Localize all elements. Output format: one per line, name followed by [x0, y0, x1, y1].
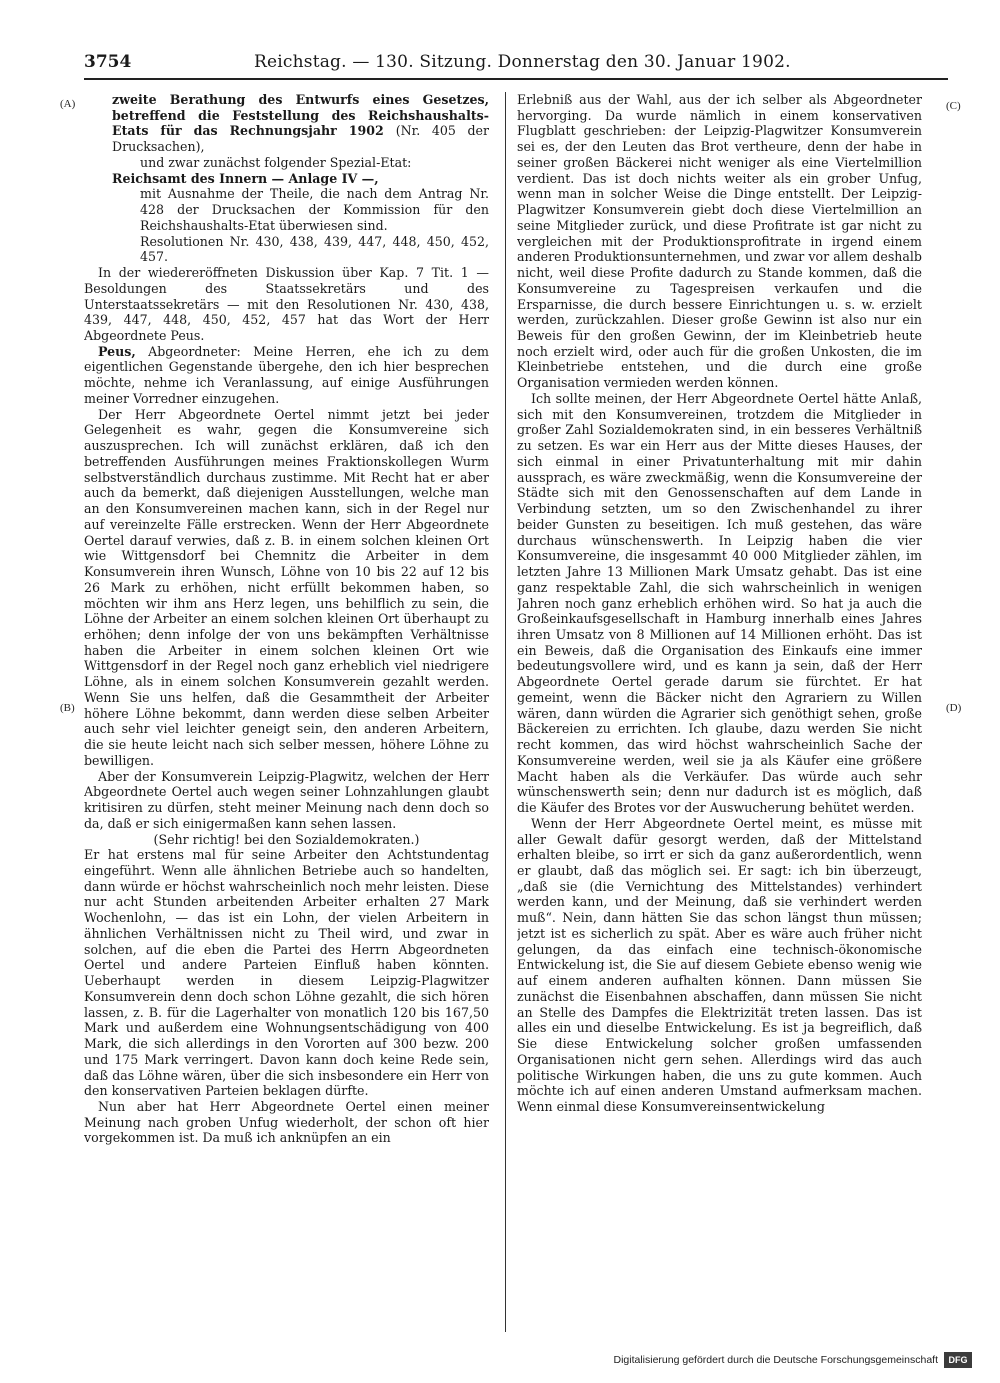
paragraph: Nun aber hat Herr Abgeordnete Oertel einen meiner Meinung nach groben Unfug wiederholt, der schon oft hier vorgekommen ist. Da muß ich anknüpfen an ein	[84, 1099, 489, 1146]
page-number: 3754	[84, 52, 132, 72]
agenda-item-title: zweite Berathung des Entwurfs eines Gesetzes, betreffend die Feststellung des Reichshaushalts-Etats für das Rechnungsjahr 1902 (Nr. 405 der Drucksachen),	[112, 92, 489, 155]
digitization-footer	[580, 1352, 972, 1370]
paragraph-speaker	[84, 344, 489, 407]
agenda-item-ref: (Nr. 405 der Drucksachen),	[112, 123, 489, 155]
paragraph: Aber der Konsumverein Leipzig-Plagwitz, welchen der Herr Abgeordnete Oertel auch wegen seiner Lohnzahlungen glaubt kritisiren zu dürfen, steht meiner Meinung nach denn doch so da, daß er sich einigermaßen kann sehen lassen.	[84, 768, 489, 831]
agenda-budget: Reichsamt des Innern — Anlage IV —,	[112, 170, 379, 186]
right-column	[517, 92, 922, 1332]
paragraph: Erlebniß aus der Wahl, aus der ich selber als Abgeordneter hervorging. Da wurde nämlich in einem konservativen Flugblatt geschrieben: der Leipzig-Plagwitzer Konsumverein sei es, der den Leuten das Brot vertheure, denn der habe in seiner großen Bäckerei nicht weniger als eine Viertelmillion verdient. Das ist doch nichts weiter als ein grober Unfug, wenn man in solcher Weise die Dinge entstellt. Der Leipzig-Plagwitzer Konsumverein giebt doch diese Viertelmillion an seine Mitglieder zurück, und diese Profitrate ist gar nicht zu vergleichen mit der Produktionsprofitrate in irgend einem anderen Produktionsunternehmen, und zwar vor allem deshalb nicht, weil diese Profite dadurch zu Stande kommen, daß die Konsumvereine zu Tagespreisen verkaufen und die Ersparnisse, die durch bessere Einrichtungen u. s. w. erzielt werden, zurückzahlen. Dieser große Gewinn ist also nur ein Beweis für den großen Gewinn, der im Kleinbetrieb heute noch erzielt wird, oder auch für die großen Unkosten, die im Kleinbetriebe entstehen, und die durch eine große Organisation vermieden werden können.	[517, 92, 922, 391]
margin-mark-c: (C)	[946, 100, 961, 112]
dfg-logo: DFG	[944, 1352, 972, 1368]
speech-text: Abgeordneter: Meine Herren, ehe ich zu dem eigentlichen Gegenstande übergehe, den ich hier besprechen möchte, nehme ich Veranlassung, auf einige Ausführungen meiner Vorredner einzugehen.	[84, 343, 489, 406]
left-column	[84, 92, 489, 1332]
margin-mark-d: (D)	[946, 702, 962, 714]
margin-mark-a: (A)	[60, 98, 76, 110]
footer-text: Digitalisierung gefördert durch die Deutsche Forschungsgemeinschaft	[613, 1354, 938, 1366]
paragraph: Wenn der Herr Abgeordnete Oertel meint, es müsse mit aller Gewalt dafür gesorgt werden, daß der Mittelstand erhalten bleibe, so irrt er sich da ganz außerordentlich, wenn er glaubt, daß das möglich sei. Er sagt: ich bin überzeugt, „daß sie (die Vernichtung des Mittelstandes) verhindert werden kann, und der Meinung, daß sie verhindert werden muß“. Nein, dann hätten Sie das schon längst thun müssen; jetzt ist es sicherlich zu spät. Aber es wäre auch früher nicht gelungen, da das einfach eine technisch-ökonomische Entwickelung ist, die Sie auf diesem Gebiete ebenso wenig wie auf einem anderen aufhalten können. Dann müssen Sie zunächst die Eisenbahnen abschaffen, dann müssen Sie nicht an Stelle des Dampfes die Elektrizität treten lassen. Das ist alles ein und dieselbe Entwickelung. Es ist ja begreiflich, daß Sie diese Entwickelung solcher großen umfassenden Organisationen nicht gern sehen. Allerdings wird das auch politische Wirkungen haben, die uns zu gute kommen. Auch möchte ich auf einen anderen Umstand aufmerksam machen. Wenn einmal diese Konsumvereinsentwickelung	[517, 815, 922, 1114]
running-title: Reichstag. — 130. Sitzung. Donnerstag den 30. Januar 1902.	[254, 52, 791, 72]
margin-mark-b: (B)	[60, 702, 75, 714]
interjection: (Sehr richtig! bei den Sozialdemokraten.)	[153, 831, 420, 847]
paragraph: Er hat erstens mal für seine Arbeiter den Achtstundentag eingeführt. Wenn alle ähnlichen Betriebe auch so handelten, dann würde er höchst wahrscheinlich noch mehr leisten. Diese nur acht Stunden arbeitenden Arbeiter erhalten 27 Mark Wochenlohn, — das ist ein Lohn, der vielen Arbeitern in ähnlichen Verhältnissen nicht zu Theil wird, und zwar in solchen, auf die eben die Partei des Herrn Abgeordneten Oertel und andere Parteien Einfluß haben könnten. Ueberhaupt werden in diesem Leipzig-Plagwitzer Konsumverein denn doch schon Löhne gezahlt, die sich hören lassen, z. B. für die Lagerhalter von monatlich 120 bis 167,50 Mark und außerdem eine Wohnungsentschädigung von 400 Mark, die sich allerdings in den Vororten auf 300 bezw. 200 und 175 Mark verringert. Davon kann doch keine Rede sein, daß das Löhne wären, über die sich insbesondere ein Herr von den konservativen Parteien beklagen dürfte.	[84, 847, 489, 1099]
paragraph: Der Herr Abgeordnete Oertel nimmt jetzt bei jeder Gelegenheit es wahr, gegen die Konsumvereine sich auszusprechen. Ich will zunächst erklären, daß ich den betreffenden Ausführungen meines Fraktionskollegen Wurm selbstverständlich durchaus zustimme. Mit Recht hat er aber auch da bemerkt, daß diejenigen Ausstellungen, welche man an den Konsumvereinen machen kann, sich in der Regel nur auf vereinzelte Fälle erstrecken. Wenn der Herr Abgeordnete Oertel darauf verwies, daß z. B. in einem solchen kleinen Ort wie Wittgensdorf bei Chemnitz die Arbeiter in dem Konsumverein ihren Wunsch, Löhne von 10 bis 22 auf 12 bis 26 Mark zu erhöhen, nicht erfüllt bekommen haben, so möchten wir ihm ans Herz legen, uns behilflich zu sein, die Löhne der Arbeiter an einem solchen kleinen Ort überhaupt zu erhöhen; denn infolge der von uns bekämpften Verhältnisse haben die Arbeiter in einem solchen kleinen Ort wie Wittgensdorf in der Regel noch ganz erheblich viel niedrigere Löhne, als in einem solchen Konsumverein gezahlt werden. Wenn Sie uns helfen, daß die Gesammtheit der Arbeiter höhere Löhne bekommt, dann werden diese selben Arbeiter auch sehr viel leichter geneigt sein, den anderen Arbeitern, die sie heute leicht nach sich selber messen, höhere Löhne zu bewilligen.	[84, 406, 489, 768]
speaker-name: Peus,	[98, 343, 136, 359]
paragraph: Ich sollte meinen, der Herr Abgeordnete Oertel hätte Anlaß, sich mit den Konsumvereinen, trotzdem die Mitglieder in großer Zahl Sozialdemokraten sind, in ein besseres Verhältniß zu setzen. Es war ein Herr aus der Mitte dieses Hauses, der sich einmal in einer Privatunterhaltung mit mir dahin aussprach, es wäre zweckmäßig, wenn die Konsumvereine der Städte sich mit den Genossenschaften auf dem Lande in Verbindung setzten, um so den Zwischenhandel zu ihrer beider Gunsten zu beseitigen. Ich muß gestehen, das wäre durchaus wünschenswerth. In Leipzig haben die vier Konsumvereine, die insgesammt 40 000 Mitglieder zählen, im letzten Jahre 13 Millionen Mark Umsatz gehabt. Das ist eine ganz respektable Zahl, die sich wahrscheinlich in wenigen Jahren noch ganz erheblich erhöhen wird. So hat ja auch die Großeinkaufsgesellschaft in Hamburg innerhalb eines Jahres ihren Umsatz von 8 Millionen auf 14 Millionen erhöht. Das ist ein Beweis, daß die Organisation des Einkaufs eine immer bedeutungsvollere wird, und es kann ja sein, daß der Herr Abgeordnete Oertel gerade darum sie fürchtet. Er hat gemeint, wenn die Bäcker nicht den Agrariern zu Willen wären, dann würden die Agrarier sich genöthigt sehen, große Bäckereien zu errichten. Ich glaube, dazu werden Sie nicht recht kommen, das wird höchst wahrscheinlich Sache der Konsumvereine werden, weil sie ja als Käufer eine größere Macht haben als die Verkäufer. Das würde auch sehr wünschenswerth sein; denn nur dadurch ist es möglich, daß die Käufer des Brotes vor der Auswucherung behütet werden.	[517, 390, 922, 816]
agenda-resolutions: Resolutionen Nr. 430, 438, 439, 447, 448, 450, 452, 457.	[140, 233, 489, 265]
paragraph: In der wiedereröffneten Diskussion über Kap. 7 Tit. 1 — Besoldungen des Staatssekretärs und des Unterstaatssekretärs — mit den Resolutionen Nr. 430, 438, 439, 447, 448, 450, 452, 457 hat das Wort der Herr Abgeordnete Peus.	[84, 265, 489, 344]
page-header	[84, 52, 948, 80]
column-divider	[505, 92, 506, 1332]
agenda-exception: mit Ausnahme der Theile, die nach dem Antrag Nr. 428 der Drucksachen der Kommission für den Reichshaushalts-Etat überwiesen sind.	[140, 186, 489, 233]
agenda-subtitle: und zwar zunächst folgender Spezial-Etat:	[140, 154, 412, 170]
